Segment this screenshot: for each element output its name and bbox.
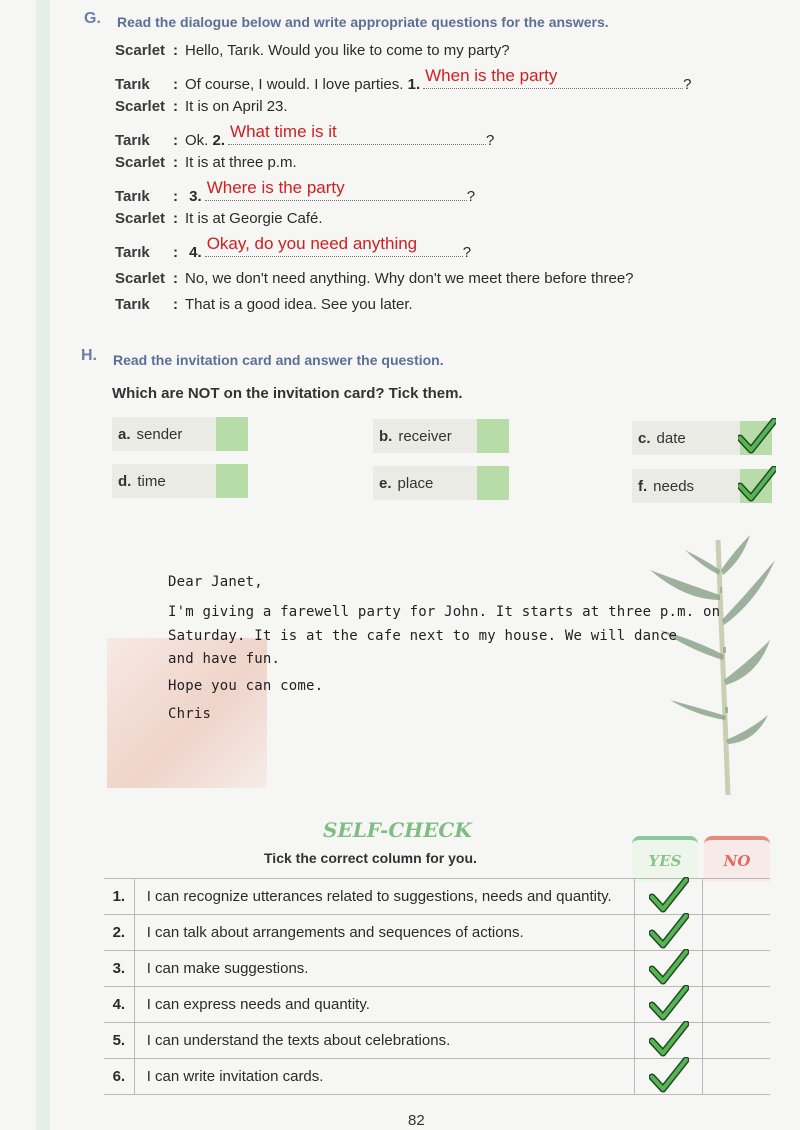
check-mark-icon [738,418,776,456]
no-cell[interactable] [703,987,770,1023]
table-row [104,1059,770,1095]
option-sender[interactable]: a. sender [112,417,248,451]
line-text: It is at Georgie Café. [185,210,323,227]
tick-box[interactable] [216,464,248,498]
letter-line: and have fun. [168,651,281,667]
row-text: I can express needs and quantity. [134,987,634,1023]
row-number: 3. [104,951,134,987]
letter-line: Saturday. It is at the cafe next to my house. We will dance [168,628,678,644]
dialogue-line: Tarık : 3. Where is the party ? [115,178,476,205]
speaker: Scarlet [115,154,166,171]
speaker: Scarlet [115,42,166,59]
row-number: 4. [104,987,134,1023]
speaker: Scarlet [115,270,166,287]
question-number: 3. [189,188,202,205]
tick-box[interactable] [216,417,248,451]
letter-line: I'm giving a farewell party for John. It starts at three p.m. on [168,604,721,620]
section-h-letter: H. [81,347,97,364]
dialogue-line: Tarık : Ok. 2. What time is it ? [115,122,495,149]
no-cell[interactable] [703,915,770,951]
section-h-question: Which are NOT on the invitation card? Tick them. [112,385,463,402]
question-mark: ? [462,244,472,261]
yes-cell[interactable] [635,1059,703,1095]
no-column-header: NO [704,836,770,882]
table-row [104,1023,770,1059]
speaker: Scarlet [115,210,166,227]
question-number: 1. [407,76,421,93]
dialogue-line: Tarık : Of course, I would. I love parties. 1. When is the party ? [115,66,692,93]
line-text: Of course, I would. I love parties. [185,76,404,93]
dialogue-line: Scarlet : It is at Georgie Café. [115,210,323,227]
yes-cell[interactable] [635,879,703,915]
no-cell[interactable] [703,879,770,915]
section-g-letter: G. [84,10,101,27]
yes-cell[interactable] [635,951,703,987]
dialogue-line: Tarık : 4. Okay, do you need anything ? [115,234,472,261]
speaker: Scarlet [115,98,166,115]
answer-blank-3[interactable] [205,178,467,201]
line-text: It is at three p.m. [185,154,297,171]
answer-blank-1[interactable] [423,66,683,89]
question-mark: ? [466,188,476,205]
self-check-table [104,878,770,1095]
speaker: Tarık [115,188,150,205]
yes-cell[interactable] [635,987,703,1023]
row-number: 5. [104,1023,134,1059]
question-mark: ? [486,132,495,149]
row-number: 2. [104,915,134,951]
row-number: 6. [104,1059,134,1095]
option-receiver[interactable]: b. receiver [373,419,509,453]
question-mark: ? [683,76,692,93]
speaker: Tarık [115,296,150,313]
table-row [104,951,770,987]
speaker: Tarık [115,132,150,149]
letter-signature: Chris [168,706,212,722]
line-text: Ok. [185,132,209,149]
handwritten-answer: Okay, do you need anything [206,234,418,253]
line-text: That is a good idea. See you later. [185,296,413,313]
handwritten-answer: What time is it [230,122,337,141]
speaker: Tarık [115,244,150,261]
dialogue-line: Scarlet : It is on April 23. [115,98,288,115]
page-number: 82 [408,1112,425,1129]
table-row [104,915,770,951]
handwritten-answer: Where is the party [206,178,345,197]
section-h-instruction: Read the invitation card and answer the question. [113,352,444,368]
row-number: 1. [104,879,134,915]
no-cell[interactable] [703,951,770,987]
tick-box[interactable] [477,419,509,453]
letter-closing: Hope you can come. [168,678,324,694]
letter-greeting: Dear Janet, [168,574,263,590]
option-date[interactable]: c. date [632,421,772,455]
handwritten-answer: When is the party [425,66,558,85]
yes-column-header: YES [632,836,698,882]
question-number: 2. [212,132,226,149]
tick-box[interactable] [477,466,509,500]
check-mark-icon [738,466,776,504]
no-cell[interactable] [703,1059,770,1095]
no-cell[interactable] [703,1023,770,1059]
line-text: No, we don't need anything. Why don't we meet there before three? [185,270,634,287]
table-row [104,987,770,1023]
dialogue-line: Scarlet : Hello, Tarık. Would you like to come to my party? [115,42,510,59]
option-place[interactable]: e. place [373,466,509,500]
speaker: Tarık [115,76,150,93]
line-text: Hello, Tarık. Would you like to come to my party? [185,42,510,59]
dialogue-line: Scarlet : It is at three p.m. [115,154,297,171]
dialogue-line: Tarık : That is a good idea. See you later. [115,296,413,313]
yes-cell[interactable] [635,1023,703,1059]
dialogue-line: Scarlet : No, we don't need anything. Why don't we meet there before three? [115,270,634,287]
question-number: 4. [189,244,202,261]
option-time[interactable]: d. time [112,464,248,498]
bamboo-illustration-icon [640,530,780,795]
row-text: I can make suggestions. [134,951,634,987]
self-check-title: SELF-CHECK [323,818,472,842]
side-strip [36,0,50,1130]
option-needs[interactable]: f. needs [632,469,772,503]
yes-cell[interactable] [635,915,703,951]
row-text: I can understand the texts about celebrations. [134,1023,634,1059]
line-text: It is on April 23. [185,98,288,115]
table-row [104,879,770,915]
row-text: I can write invitation cards. [134,1059,634,1095]
section-g-instruction: Read the dialogue below and write appropriate questions for the answers. [117,14,609,30]
row-text: I can talk about arrangements and sequences of actions. [134,915,634,951]
answer-blank-4[interactable] [205,234,463,257]
row-text: I can recognize utterances related to suggestions, needs and quantity. [134,879,634,915]
self-check-subtitle: Tick the correct column for you. [264,850,477,866]
